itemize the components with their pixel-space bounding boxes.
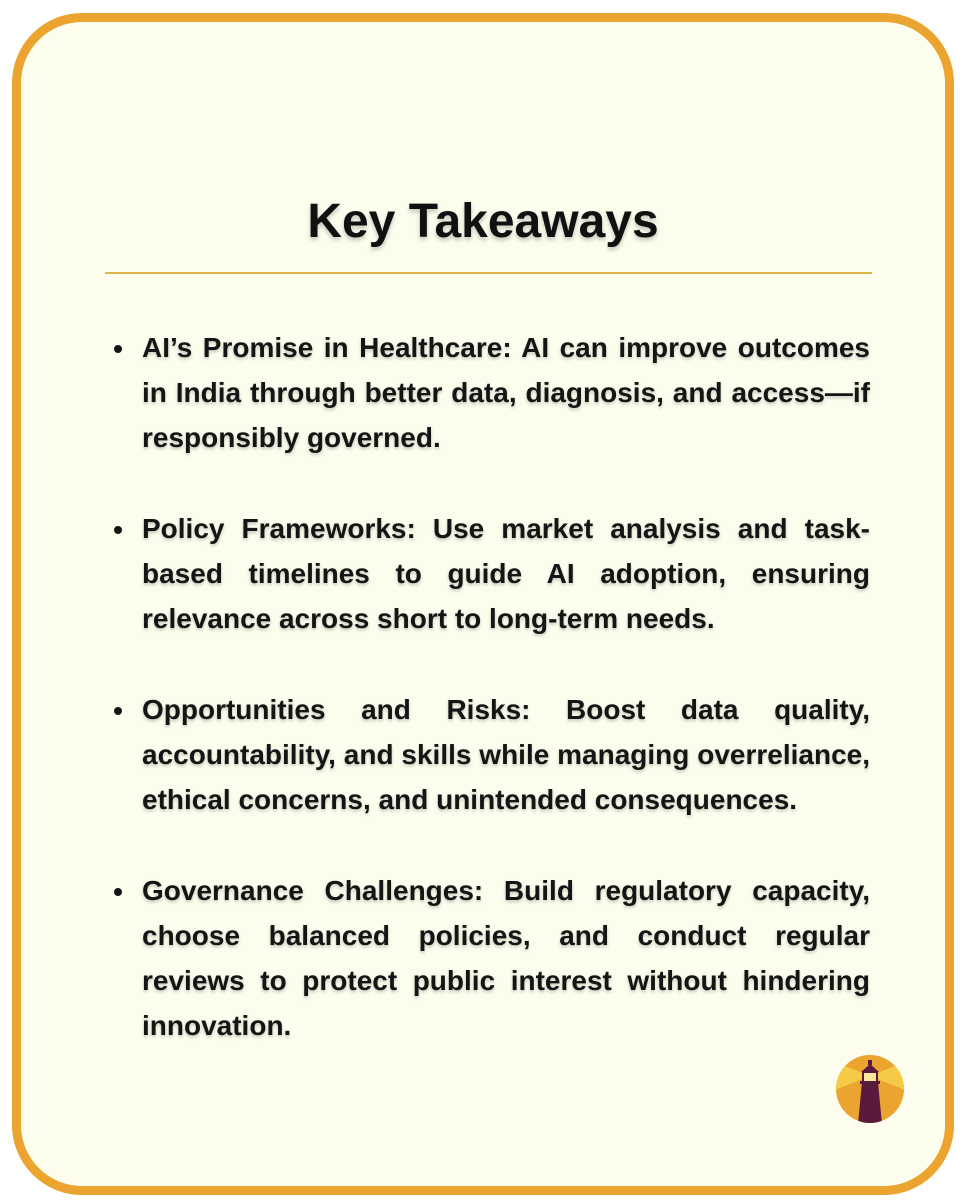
list-item: [142, 868, 870, 1048]
takeaways-list: [142, 325, 870, 1094]
list-item: [142, 506, 870, 641]
page-title: Key Takeaways: [307, 195, 659, 248]
takeaway-text: Opportunities and Risks: Boost data quality, accountability, and skills while managing overreliance, ethical concerns, and unintended consequences.: [142, 694, 870, 815]
lighthouse-icon: [835, 1054, 905, 1124]
bullet-icon: [114, 707, 122, 715]
takeaway-text: AI’s Promise in Healthcare: AI can improve outcomes in India through better data, diagnosis, and access—if responsibly governed.: [142, 332, 870, 453]
bullet-icon: [114, 526, 122, 534]
bullet-icon: [114, 345, 122, 353]
list-item: [142, 325, 870, 460]
bullet-icon: [114, 888, 122, 896]
takeaway-text: Governance Challenges: Build regulatory capacity, choose balanced policies, and conduct regular reviews to protect public interest without hindering innovation.: [142, 875, 870, 1041]
takeaway-text: Policy Frameworks: Use market analysis and task-based timelines to guide AI adoption, ensuring relevance across short to long-term needs.: [142, 513, 870, 634]
list-item: [142, 687, 870, 822]
title-divider: [105, 272, 872, 274]
takeaways-card: [12, 13, 954, 1195]
